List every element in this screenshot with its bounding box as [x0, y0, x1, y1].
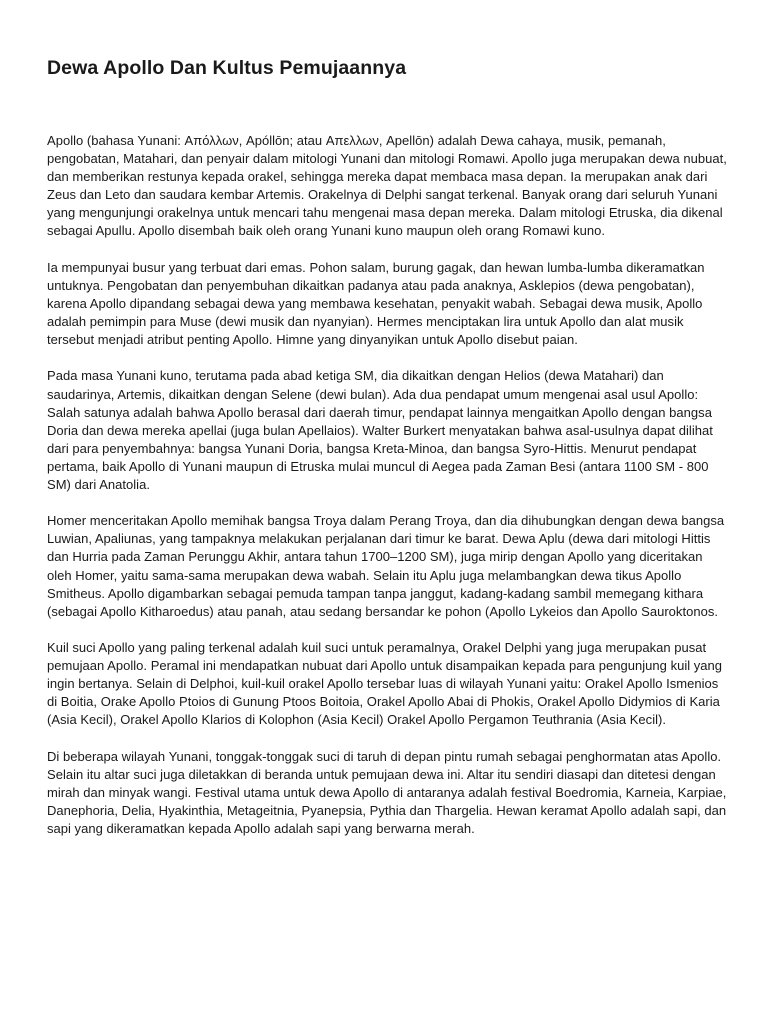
document-title: Dewa Apollo Dan Kultus Pemujaannya — [47, 57, 407, 79]
paragraph-1: Apollo (bahasa Yunani: Απόλλων, Apóllōn; atau Απελλων, Apellōn) adalah Dewa cahaya, musik, pemanah, pengobatan, Matahari, dan penyair dalam mitologi Yunani dan mitologi Romawi. Apollo juga merupakan dewa nubuat, dan memberikan restunya kepada orakel, sehingga mereka dapat membaca masa depan. Ia merupakan anak dari Zeus dan Leto dan saudara kembar Artemis. Orakelnya di Delphi sangat terkenal. Banyak orang dari seluruh Yunani yang mengunjungi orakelnya untuk mencari tahu mengenai masa depan mereka. Dalam mitologi Etruska, dia dikenal sebagai Apullu. Apollo disembah baik oleh orang Yunani kuno maupun oleh orang Romawi kuno. — [47, 133, 727, 239]
paragraph-3: Pada masa Yunani kuno, terutama pada abad ketiga SM, dia dikaitkan dengan Helios (dewa Matahari) dan saudarinya, Artemis, dikaitkan dengan Selene (dewi bulan). Ada dua pendapat umum mengenai asal usul Apollo: Salah satunya adalah bahwa Apollo berasal dari daerah timur, pendapat lainnya mengaitkan Apollo dengan bangsa Doria dan dewa mereka apellai (juga bulan Apellaios). Walter Burkert menyatakan bahwa asal-usulnya dapat dilihat dari para penyembahnya: bangsa Yunani Doria, bangsa Kreta-Minoa, dan bangsa Syro-Hittis. Menurut pendapat pertama, baik Apollo di Yunani maupun di Etruska mulai muncul di Aegea pada Zaman Besi (antara 1100 SM - 800 SM) dari Anatolia. — [47, 368, 713, 492]
document-page — [47, 55, 727, 856]
paragraph-5: Kuil suci Apollo yang paling terkenal adalah kuil suci untuk peramalnya, Orakel Delphi yang juga merupakan pusat pemujaan Apollo. Peramal ini mendapatkan nubuat dari Apollo untuk disampaikan kepada para pengunjung kuil yang ingin bertanya. Selain di Delphoi, kuil-kuil orakel Apollo tersebar luas di wilayah Yunani yaitu: Orakel Apollo Ismenios di Boitia, Orake Apollo Ptoios di Gunung Ptoos Boitoia, Orakel Apollo Abai di Phokis, Orakel Apollo Didymios di Karia (Asia Kecil), Orakel Apollo Klarios di Kolophon (Asia Kecil) Orakel Apollo Pergamon Teuthrania (Asia Kecil). — [47, 640, 723, 728]
paragraph-4: Homer menceritakan Apollo memihak bangsa Troya dalam Perang Troya, dan dia dihubungkan dengan dewa bangsa Luwian, Apaliunas, yang tampaknya melakukan perjalanan dari timur ke barat. Dewa Aplu (dewa dari mitologi Hittis dan Hurria pada Zaman Perunggu Akhir, antara tahun 1700–1200 SM), juga mirip dengan Apollo yang diceritakan oleh Homer, yaitu sama-sama merupakan dewa wabah. Selain itu Aplu juga melambangkan dewa tikus Apollo Smitheus. Apollo digambarkan sebagai pemuda tampan tanpa janggut, kadang-kadang sambil memegang kithara (sebagai Apollo Kitharoedus) atau panah, atau sedang bersandar ke pohon (Apollo Lykeios dan Apollo Sauroktonos. — [47, 513, 725, 619]
paragraph-6: Di beberapa wilayah Yunani, tonggak-tonggak suci di taruh di depan pintu rumah sebagai penghormatan atas Apollo. Selain itu altar suci juga diletakkan di beranda untuk pemujaan dewa ini. Altar itu sendiri diasapi dan ditetesi dengan mirah dan minyak wangi. Festival utama untuk dewa Apollo di antaranya adalah festival Boedromia, Karneia, Karpiae, Danephoria, Delia, Hyakinthia, Metageitnia, Pyanepsia, Pythia dan Thargelia. Hewan keramat Apollo adalah sapi, dan sapi yang dikeramatkan kepada Apollo adalah sapi yang berwarna merah. — [47, 748, 727, 837]
paragraph-2: Ia mempunyai busur yang terbuat dari emas. Pohon salam, burung gagak, dan hewan lumba-lumba dikeramatkan untuknya. Pengobatan dan penyembuhan dikaitkan padanya atau pada anaknya, Asklepios (dewa pengobatan), karena Apollo dipandang sebagai dewa yang membawa kesehatan, penyakit wabah. Sebagai dewa musik, Apollo adalah pemimpin para Muse (dewi musik dan nyanyian). Hermes menciptakan lira untuk Apollo dan alat musik tersebut menjadi atribut penting Apollo. Himne yang dinyanyikan untuk Apollo disebut paian. — [47, 259, 705, 348]
